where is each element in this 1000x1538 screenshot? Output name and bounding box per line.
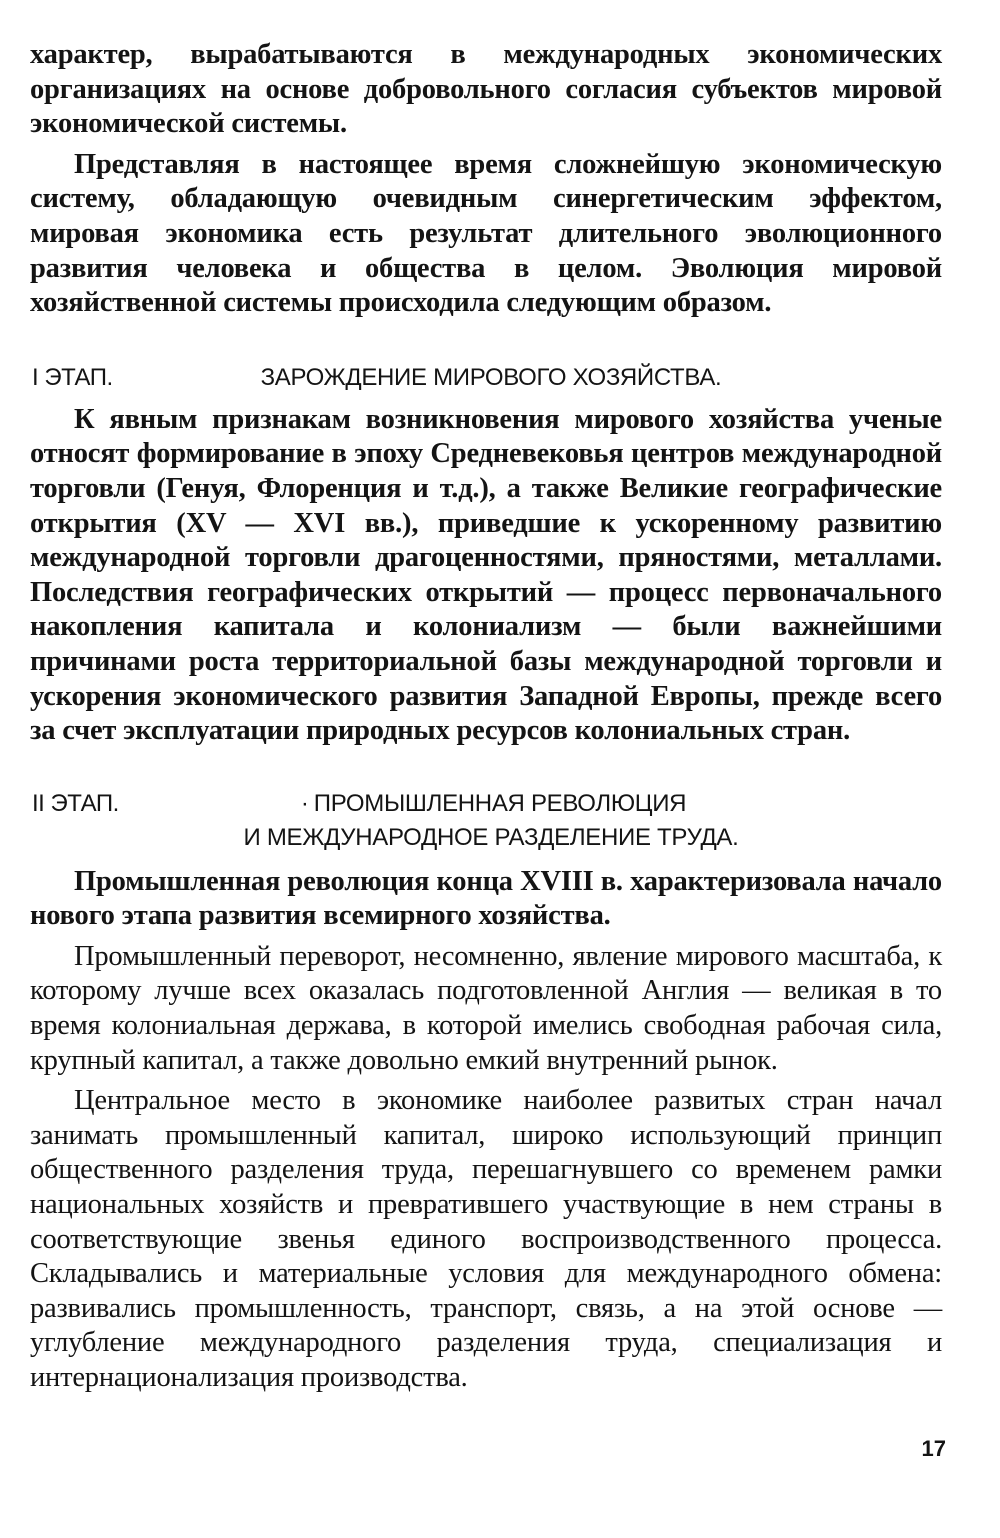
stage-2-heading xyxy=(30,787,942,855)
stage-1-label: I ЭТАП. xyxy=(32,363,113,391)
stage-2-paragraph-2: Промышленный переворот, несомненно, явление мирового масштаба, к которому лучше всех оказалась подготовленной Англия — великая в то время колониальная держава, в которой имелись свободная рабочая сила, крупный капитал, а также довольно емкий внутренний рынок. xyxy=(30,940,942,1076)
stage-2-light-text xyxy=(30,940,942,1396)
stage-2-label: II ЭТАП. xyxy=(32,789,119,817)
stage-1-title: ЗАРОЖДЕНИЕ МИРОВОГО ХОЗЯЙСТВА. xyxy=(260,363,722,391)
page-number: 17 xyxy=(921,1436,946,1461)
stage-2-paragraph-1: Промышленная революция конца XVIII в. характеризовала начало нового этапа развития всемирного хозяйства. xyxy=(30,865,942,932)
stage-1-heading xyxy=(30,361,942,395)
page-body xyxy=(30,38,942,1396)
stage-2-title-line-1-text: ПРОМЫШЛЕННАЯ РЕВОЛЮЦИЯ xyxy=(313,789,687,817)
stage-2-paragraph-3: Центральное место в экономике наиболее развитых стран начал занимать промышленный капитал, широко использующий принцип общественного разделения труда, перешагнувшего со временем рамки национальных хозяйств и превратившего участвующие в нем страны в соответствующие звенья единого воспроизводственного процесса. Складывались и материальные условия для международного обмена: развивались промышленность, транспорт, связь, а на этой основе — углубление международного разделения труда, специализация и интернационализация производства. xyxy=(30,1085,942,1393)
intro-paragraph-1: характер, вырабатываются в международных экономических организациях на основе добровольного согласия субъектов мировой экономической системы. xyxy=(30,39,942,140)
stage-2-title-line-1: · ПРОМЫШЛЕННАЯ РЕВОЛЮЦИЯ xyxy=(300,789,687,817)
intro-paragraph-2: Представляя в настоящее время сложнейшую экономическую систему, обладающую очевидным синергетическим эффектом, мировая экономика есть результат длительного эволюционного развития человека и общества в целом. Эволюция мировой хозяйственной системы происходила следующим образом. xyxy=(30,148,942,319)
stage-1-paragraph: К явным признакам возникновения мирового хозяйства ученые относят формирование в эпоху Средневековья центров международной торговли (Генуя, Флоренция и т.д.), а также Великие географические открытия (XV — XVI вв.), приведшие к ускоренному развитию международной торговли драгоценностями, пряностями, металлами. Последствия географических открытий — процесс первоначального накопления капитала и колониализм — были важнейшими причинами роста территориальной базы международной торговли и ускорения экономического развития Западной Европы, прежде всего за счет эксплуатации природных ресурсов колониальных стран. xyxy=(30,403,942,747)
stage-2-title-line-2: И МЕЖДУНАРОДНОЕ РАЗДЕЛЕНИЕ ТРУДА. xyxy=(243,823,739,851)
